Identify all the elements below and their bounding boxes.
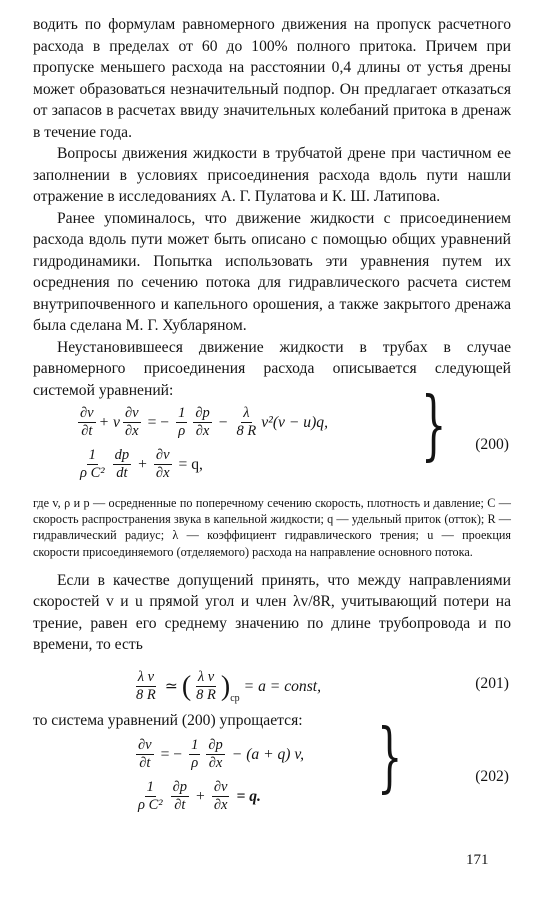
paragraph-2: Вопросы движения жидкости в трубчатой дрене при частичном ее заполнении в условиях присоединения расхода вдоль пути нашли отражение в исследованиях А. Г. Пулатова и К. Ш. Латипова. bbox=[33, 145, 511, 205]
equation-200-line-2: $\frac{1}{\text{ρ C²}}$ $\frac{dp}{dt}$ + $\frac{\partial v}{\partial x}$ = q, bbox=[80, 447, 203, 481]
equation-202-line-1: $\frac{\partial v}{\partial t}$ = − $\frac{1}{\rho}$ $\frac{\partial p}{\partial x}$ − (a + q) v, bbox=[138, 737, 305, 772]
variable-note: где v, ρ и p — осредненные по поперечному сечению скорость, плотность и давление; C — скорость распространения звука в капельной жидкости; q — удельный приток (отток); R — гидравлический радиус; λ — коэффициент гидравлического трения; u — проекция скорости присоединяемого (отделяемого) расхода на направление основного потока. bbox=[33, 496, 511, 559]
right-brace-icon: } bbox=[421, 382, 447, 470]
paragraph-1: водить по формулам равномерного движения на пропуск расчетного расхода в пределах от 60 до 100% полного притока. Причем при пропуске меньшего расхода на расстоянии 0,4 длины от устья дрены может образоваться незначительный подпор. Он предлагает отказаться от запасов в расчетах ввиду значительных колебаний притока в дренаж в течение года. bbox=[33, 16, 511, 141]
paragraph-4: Неустановившееся движение жидкости в трубах в случае равномерного присоединения расхода описывается следующей системой уравнений: bbox=[33, 338, 511, 399]
page-number: 171 bbox=[466, 852, 489, 868]
right-brace-icon: } bbox=[377, 714, 403, 803]
equation-201-number: (201) bbox=[475, 674, 509, 692]
paragraph-3: Ранее упоминалось, что движение жидкости с присоединением расхода вдоль пути может быть описано с помощью общих уравнений гидродинамики. Попытка использовать эти уравнения путем их осреднения по сечению потока для гидравлического расчета систем внутрипочвенного и капельного орошения, а также закрытого дренажа была сделана М. Г. Хубларяном. bbox=[33, 209, 511, 334]
subscript-average: ср bbox=[230, 692, 240, 704]
equation-200-line-1: $\frac{\partial v}{\partial t}$ + v $\frac{\partial v}{\partial x}$ = − $\frac{1}{\rho}$ $\frac{\partial p}{\partial x}$ − $\frac{\lambda}{8 R}$ v²(v − u)q, bbox=[80, 405, 328, 439]
equation-201 bbox=[131, 662, 511, 708]
equation-202-line-2: $\frac{1}{\text{ρ C²}}$ $\frac{\partial p}{\partial t}$ + $\frac{\partial v}{\partial x}$ = q. bbox=[138, 779, 261, 814]
page-body bbox=[33, 14, 511, 819]
equation-201-line: $\frac{\text{λ v}}{8 R}$ ≃ ( $\frac{\text{λ v}}{8 R}$ ) $_{ср}$ = a = const, bbox=[131, 664, 325, 710]
equation-200-number: (200) bbox=[475, 436, 509, 453]
equation-200 bbox=[75, 382, 511, 487]
equation-202-number: (202) bbox=[475, 768, 509, 786]
paragraph-6: то система уравнений (200) упрощается: bbox=[33, 711, 303, 729]
paragraph-5: Если в качестве допущений принять, что между направлениями скоростей v и u прямой угол и член λv/8R, учитывающий потери на трение, равен его среднему значению по длине трубопровода и по времени, то есть bbox=[33, 571, 511, 654]
